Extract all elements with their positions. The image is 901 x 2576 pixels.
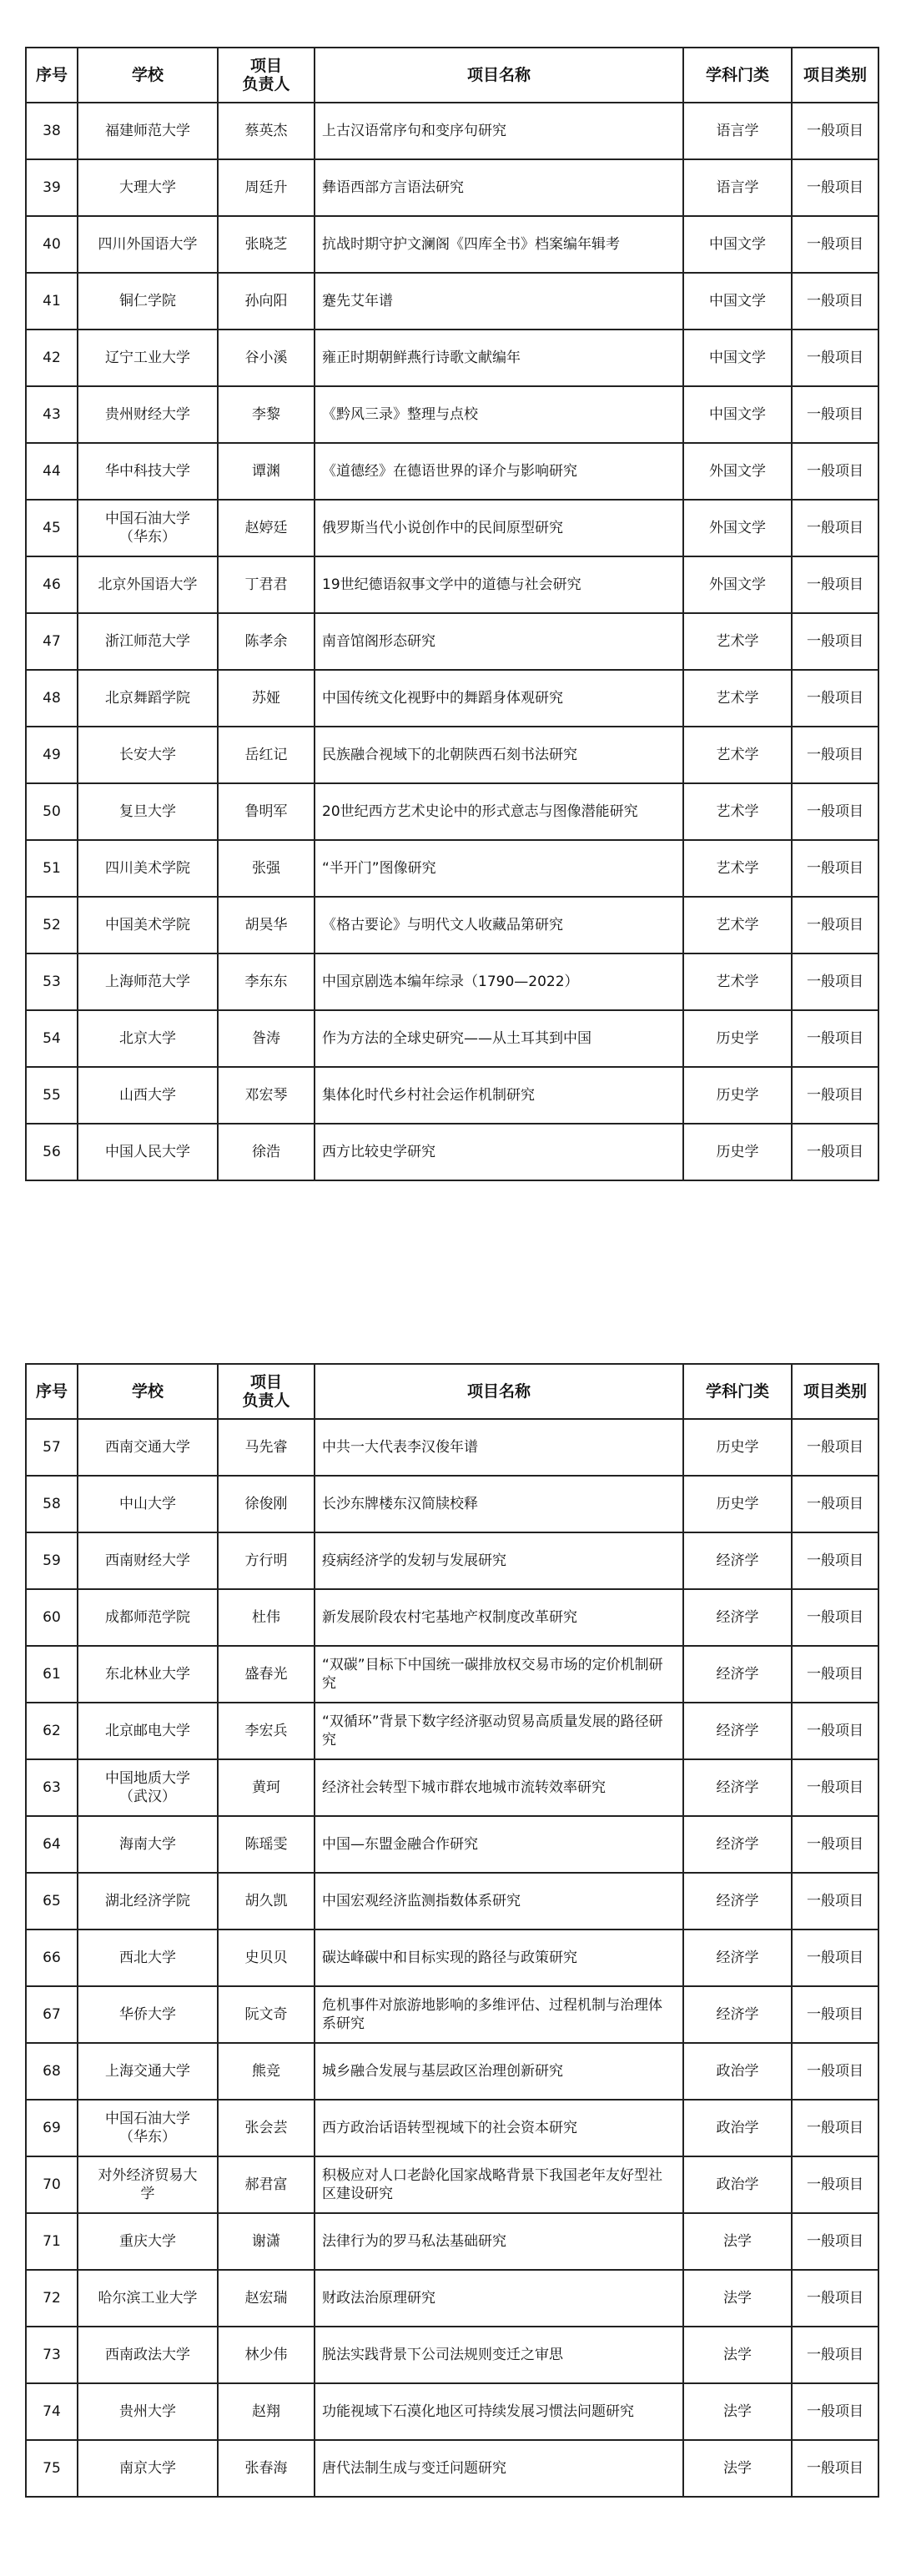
cell-no: 55 xyxy=(26,1067,78,1124)
cell-project-type: 一般项目 xyxy=(792,1124,878,1180)
cell-project-name: 积极应对人口老龄化国家战略背景下我国老年友好型社区建设研究 xyxy=(315,2156,683,2213)
cell-leader: 阮文奇 xyxy=(218,1986,315,2043)
header-school: 学校 xyxy=(78,1364,218,1419)
cell-school: 西南政法大学 xyxy=(78,2327,218,2383)
cell-discipline: 历史学 xyxy=(683,1476,792,1532)
cell-no: 69 xyxy=(26,2100,78,2156)
cell-school: 贵州财经大学 xyxy=(78,386,218,443)
cell-school: 哈尔滨工业大学 xyxy=(78,2270,218,2327)
cell-project-name: 《格古要论》与明代文人收藏品第研究 xyxy=(315,897,683,953)
table-row xyxy=(26,1589,878,1646)
cell-leader: 史贝贝 xyxy=(218,1929,315,1986)
cell-project-type: 一般项目 xyxy=(792,1986,878,2043)
cell-project-type: 一般项目 xyxy=(792,500,878,556)
cell-school: 北京大学 xyxy=(78,1010,218,1067)
cell-no: 45 xyxy=(26,500,78,556)
cell-project-name: 中共一大代表李汉俊年谱 xyxy=(315,1419,683,1476)
cell-no: 57 xyxy=(26,1419,78,1476)
cell-leader: 陈瑶雯 xyxy=(218,1816,315,1873)
cell-project-type: 一般项目 xyxy=(792,840,878,897)
cell-school: 华侨大学 xyxy=(78,1986,218,2043)
cell-leader: 杜伟 xyxy=(218,1589,315,1646)
cell-leader: 胡久凯 xyxy=(218,1873,315,1929)
table-row xyxy=(26,1646,878,1703)
cell-no: 75 xyxy=(26,2440,78,2497)
cell-no: 48 xyxy=(26,670,78,727)
cell-school: 北京外国语大学 xyxy=(78,556,218,613)
cell-school: 辽宁工业大学 xyxy=(78,330,218,386)
cell-no: 54 xyxy=(26,1010,78,1067)
cell-no: 74 xyxy=(26,2383,78,2440)
header-no: 序号 xyxy=(26,48,78,103)
cell-discipline: 经济学 xyxy=(683,1646,792,1703)
cell-school: 中国美术学院 xyxy=(78,897,218,953)
cell-project-name: 《道德经》在德语世界的译介与影响研究 xyxy=(315,443,683,500)
table-row xyxy=(26,2043,878,2100)
cell-discipline: 艺术学 xyxy=(683,840,792,897)
table-row xyxy=(26,953,878,1010)
cell-school: 华中科技大学 xyxy=(78,443,218,500)
header-school: 学校 xyxy=(78,48,218,103)
cell-school: 大理大学 xyxy=(78,159,218,216)
cell-project-type: 一般项目 xyxy=(792,1759,878,1816)
cell-no: 67 xyxy=(26,1986,78,2043)
cell-project-name: 集体化时代乡村社会运作机制研究 xyxy=(315,1067,683,1124)
cell-school: 中国人民大学 xyxy=(78,1124,218,1180)
header-discipline: 学科门类 xyxy=(683,1364,792,1419)
cell-no: 51 xyxy=(26,840,78,897)
table-body xyxy=(26,103,878,1180)
cell-discipline: 中国文学 xyxy=(683,273,792,330)
cell-project-name: 疫病经济学的发轫与发展研究 xyxy=(315,1532,683,1589)
header-discipline: 学科门类 xyxy=(683,48,792,103)
cell-no: 46 xyxy=(26,556,78,613)
cell-no: 56 xyxy=(26,1124,78,1180)
cell-project-type: 一般项目 xyxy=(792,1067,878,1124)
cell-project-type: 一般项目 xyxy=(792,216,878,273)
cell-project-type: 一般项目 xyxy=(792,1929,878,1986)
header-no: 序号 xyxy=(26,1364,78,1419)
cell-project-name: 作为方法的全球史研究——从土耳其到中国 xyxy=(315,1010,683,1067)
cell-project-name: 财政法治原理研究 xyxy=(315,2270,683,2327)
cell-leader: 孙向阳 xyxy=(218,273,315,330)
cell-project-type: 一般项目 xyxy=(792,1589,878,1646)
cell-project-name: 雍正时期朝鲜燕行诗歌文献编年 xyxy=(315,330,683,386)
cell-discipline: 法学 xyxy=(683,2270,792,2327)
cell-school: 西南财经大学 xyxy=(78,1532,218,1589)
cell-discipline: 艺术学 xyxy=(683,783,792,840)
cell-leader: 盛春光 xyxy=(218,1646,315,1703)
table-row xyxy=(26,1476,878,1532)
cell-leader: 方行明 xyxy=(218,1532,315,1589)
table-body xyxy=(26,1419,878,2497)
cell-discipline: 外国文学 xyxy=(683,556,792,613)
cell-project-type: 一般项目 xyxy=(792,556,878,613)
cell-discipline: 历史学 xyxy=(683,1010,792,1067)
cell-project-type: 一般项目 xyxy=(792,2327,878,2383)
cell-leader: 赵宏瑞 xyxy=(218,2270,315,2327)
cell-project-type: 一般项目 xyxy=(792,2383,878,2440)
document-page-1 xyxy=(0,0,901,1226)
cell-school: 山西大学 xyxy=(78,1067,218,1124)
cell-school: 贵州大学 xyxy=(78,2383,218,2440)
project-table xyxy=(25,47,879,1181)
cell-no: 47 xyxy=(26,613,78,670)
cell-project-name: 法律行为的罗马私法基础研究 xyxy=(315,2213,683,2270)
table-row xyxy=(26,2383,878,2440)
cell-discipline: 政治学 xyxy=(683,2100,792,2156)
cell-leader: 张春海 xyxy=(218,2440,315,2497)
cell-project-name: “半开门”图像研究 xyxy=(315,840,683,897)
cell-leader: 周廷升 xyxy=(218,159,315,216)
cell-project-name: 彝语西部方言语法研究 xyxy=(315,159,683,216)
cell-no: 44 xyxy=(26,443,78,500)
cell-discipline: 中国文学 xyxy=(683,216,792,273)
cell-discipline: 经济学 xyxy=(683,1873,792,1929)
cell-leader: 张强 xyxy=(218,840,315,897)
cell-leader: 张会芸 xyxy=(218,2100,315,2156)
table-row xyxy=(26,1929,878,1986)
cell-discipline: 艺术学 xyxy=(683,670,792,727)
cell-leader: 马先睿 xyxy=(218,1419,315,1476)
table-row xyxy=(26,2270,878,2327)
cell-leader: 陈孝余 xyxy=(218,613,315,670)
cell-discipline: 外国文学 xyxy=(683,500,792,556)
cell-project-type: 一般项目 xyxy=(792,330,878,386)
table-row xyxy=(26,1703,878,1759)
cell-project-type: 一般项目 xyxy=(792,953,878,1010)
cell-project-name: 脱法实践背景下公司法规则变迁之审思 xyxy=(315,2327,683,2383)
cell-school: 中国石油大学 （华东） xyxy=(78,2100,218,2156)
table-row xyxy=(26,1067,878,1124)
cell-project-type: 一般项目 xyxy=(792,1010,878,1067)
cell-project-type: 一般项目 xyxy=(792,2156,878,2213)
cell-leader: 郝君富 xyxy=(218,2156,315,2213)
cell-project-type: 一般项目 xyxy=(792,2213,878,2270)
cell-school: 成都师范学院 xyxy=(78,1589,218,1646)
table-row xyxy=(26,897,878,953)
cell-project-type: 一般项目 xyxy=(792,443,878,500)
cell-discipline: 经济学 xyxy=(683,1986,792,2043)
cell-project-name: 中国—东盟金融合作研究 xyxy=(315,1816,683,1873)
cell-no: 63 xyxy=(26,1759,78,1816)
cell-no: 60 xyxy=(26,1589,78,1646)
cell-project-type: 一般项目 xyxy=(792,2043,878,2100)
cell-leader: 黄珂 xyxy=(218,1759,315,1816)
cell-project-name: 20世纪西方艺术史论中的形式意志与图像潜能研究 xyxy=(315,783,683,840)
cell-project-name: 新发展阶段农村宅基地产权制度改革研究 xyxy=(315,1589,683,1646)
cell-discipline: 艺术学 xyxy=(683,727,792,783)
cell-no: 39 xyxy=(26,159,78,216)
cell-leader: 林少伟 xyxy=(218,2327,315,2383)
cell-leader: 鲁明军 xyxy=(218,783,315,840)
cell-project-name: 经济社会转型下城市群农地城市流转效率研究 xyxy=(315,1759,683,1816)
table-row xyxy=(26,443,878,500)
cell-project-name: 碳达峰碳中和目标实现的路径与政策研究 xyxy=(315,1929,683,1986)
cell-school: 西北大学 xyxy=(78,1929,218,1986)
cell-project-type: 一般项目 xyxy=(792,1873,878,1929)
cell-leader: 谷小溪 xyxy=(218,330,315,386)
cell-leader: 熊竞 xyxy=(218,2043,315,2100)
cell-school: 重庆大学 xyxy=(78,2213,218,2270)
cell-project-name: 西方比较史学研究 xyxy=(315,1124,683,1180)
cell-leader: 岳红记 xyxy=(218,727,315,783)
cell-no: 49 xyxy=(26,727,78,783)
cell-leader: 徐浩 xyxy=(218,1124,315,1180)
cell-project-type: 一般项目 xyxy=(792,897,878,953)
cell-project-name: 城乡融合发展与基层政区治理创新研究 xyxy=(315,2043,683,2100)
cell-leader: 苏娅 xyxy=(218,670,315,727)
cell-no: 71 xyxy=(26,2213,78,2270)
cell-leader: 谢潇 xyxy=(218,2213,315,2270)
cell-school: 海南大学 xyxy=(78,1816,218,1873)
cell-no: 53 xyxy=(26,953,78,1010)
cell-discipline: 历史学 xyxy=(683,1124,792,1180)
cell-project-type: 一般项目 xyxy=(792,727,878,783)
cell-project-type: 一般项目 xyxy=(792,1703,878,1759)
cell-leader: 邓宏琴 xyxy=(218,1067,315,1124)
cell-project-type: 一般项目 xyxy=(792,1532,878,1589)
cell-project-type: 一般项目 xyxy=(792,2440,878,2497)
cell-project-name: 中国京剧选本编年综录（1790—2022） xyxy=(315,953,683,1010)
cell-discipline: 法学 xyxy=(683,2440,792,2497)
cell-no: 73 xyxy=(26,2327,78,2383)
table-row xyxy=(26,613,878,670)
cell-discipline: 语言学 xyxy=(683,159,792,216)
cell-school: 四川外国语大学 xyxy=(78,216,218,273)
cell-project-name: 蹇先艾年谱 xyxy=(315,273,683,330)
cell-project-type: 一般项目 xyxy=(792,386,878,443)
cell-no: 40 xyxy=(26,216,78,273)
table-row xyxy=(26,783,878,840)
table-row xyxy=(26,103,878,159)
header-type: 项目类别 xyxy=(792,1364,878,1419)
cell-discipline: 语言学 xyxy=(683,103,792,159)
cell-project-name: 唐代法制生成与变迁问题研究 xyxy=(315,2440,683,2497)
cell-school: 对外经济贸易大 学 xyxy=(78,2156,218,2213)
table-row xyxy=(26,1873,878,1929)
table-row xyxy=(26,1816,878,1873)
table-row xyxy=(26,556,878,613)
header-leader: 项目 负责人 xyxy=(218,48,315,103)
table-row xyxy=(26,1532,878,1589)
table-row xyxy=(26,840,878,897)
header-title: 项目名称 xyxy=(315,1364,683,1419)
header-type: 项目类别 xyxy=(792,48,878,103)
cell-discipline: 经济学 xyxy=(683,1589,792,1646)
table-row xyxy=(26,2100,878,2156)
table-row xyxy=(26,273,878,330)
cell-project-name: 俄罗斯当代小说创作中的民间原型研究 xyxy=(315,500,683,556)
cell-project-name: 民族融合视域下的北朝陕西石刻书法研究 xyxy=(315,727,683,783)
cell-no: 41 xyxy=(26,273,78,330)
table-row xyxy=(26,1419,878,1476)
cell-project-name: “双循环”背景下数字经济驱动贸易高质量发展的路径研究 xyxy=(315,1703,683,1759)
cell-school: 湖北经济学院 xyxy=(78,1873,218,1929)
table-row xyxy=(26,1759,878,1816)
cell-leader: 李宏兵 xyxy=(218,1703,315,1759)
cell-discipline: 艺术学 xyxy=(683,897,792,953)
table-row xyxy=(26,670,878,727)
cell-project-name: 长沙东牌楼东汉简牍校释 xyxy=(315,1476,683,1532)
cell-no: 65 xyxy=(26,1873,78,1929)
cell-leader: 丁君君 xyxy=(218,556,315,613)
cell-discipline: 经济学 xyxy=(683,1929,792,1986)
cell-project-name: 《黔风三录》整理与点校 xyxy=(315,386,683,443)
cell-no: 68 xyxy=(26,2043,78,2100)
cell-project-name: 抗战时期守护文澜阁《四库全书》档案编年辑考 xyxy=(315,216,683,273)
cell-no: 61 xyxy=(26,1646,78,1703)
cell-project-name: 上古汉语常序句和变序句研究 xyxy=(315,103,683,159)
cell-leader: 赵婷廷 xyxy=(218,500,315,556)
table-row xyxy=(26,2327,878,2383)
table-row xyxy=(26,216,878,273)
document-page-2 xyxy=(0,1316,901,2576)
table-row xyxy=(26,1986,878,2043)
cell-school: 中山大学 xyxy=(78,1476,218,1532)
cell-project-name: 功能视域下石漠化地区可持续发展习惯法问题研究 xyxy=(315,2383,683,2440)
table-row xyxy=(26,159,878,216)
cell-project-type: 一般项目 xyxy=(792,670,878,727)
table-row xyxy=(26,386,878,443)
header-title: 项目名称 xyxy=(315,48,683,103)
cell-discipline: 外国文学 xyxy=(683,443,792,500)
cell-school: 南京大学 xyxy=(78,2440,218,2497)
cell-project-name: 中国传统文化视野中的舞蹈身体观研究 xyxy=(315,670,683,727)
cell-no: 43 xyxy=(26,386,78,443)
cell-no: 42 xyxy=(26,330,78,386)
table-row xyxy=(26,1010,878,1067)
cell-discipline: 中国文学 xyxy=(683,330,792,386)
cell-project-name: 中国宏观经济监测指数体系研究 xyxy=(315,1873,683,1929)
cell-no: 66 xyxy=(26,1929,78,1986)
cell-school: 浙江师范大学 xyxy=(78,613,218,670)
header-row xyxy=(26,48,878,103)
cell-school: 西南交通大学 xyxy=(78,1419,218,1476)
project-table xyxy=(25,1363,879,2498)
cell-no: 50 xyxy=(26,783,78,840)
cell-leader: 徐俊刚 xyxy=(218,1476,315,1532)
cell-no: 58 xyxy=(26,1476,78,1532)
cell-school: 上海交通大学 xyxy=(78,2043,218,2100)
cell-project-type: 一般项目 xyxy=(792,1646,878,1703)
cell-discipline: 经济学 xyxy=(683,1532,792,1589)
cell-project-type: 一般项目 xyxy=(792,273,878,330)
cell-discipline: 法学 xyxy=(683,2327,792,2383)
cell-project-type: 一般项目 xyxy=(792,2100,878,2156)
table-row xyxy=(26,1124,878,1180)
cell-leader: 李东东 xyxy=(218,953,315,1010)
cell-school: 福建师范大学 xyxy=(78,103,218,159)
page-gap xyxy=(0,1226,901,1316)
cell-project-type: 一般项目 xyxy=(792,159,878,216)
cell-leader: 赵翔 xyxy=(218,2383,315,2440)
cell-project-name: 南音馆阁形态研究 xyxy=(315,613,683,670)
cell-project-name: 19世纪德语叙事文学中的道德与社会研究 xyxy=(315,556,683,613)
cell-project-type: 一般项目 xyxy=(792,783,878,840)
cell-no: 38 xyxy=(26,103,78,159)
cell-project-type: 一般项目 xyxy=(792,1419,878,1476)
cell-no: 64 xyxy=(26,1816,78,1873)
table-row xyxy=(26,727,878,783)
cell-discipline: 艺术学 xyxy=(683,613,792,670)
cell-project-type: 一般项目 xyxy=(792,1476,878,1532)
cell-school: 四川美术学院 xyxy=(78,840,218,897)
cell-project-name: 西方政治话语转型视域下的社会资本研究 xyxy=(315,2100,683,2156)
cell-project-type: 一般项目 xyxy=(792,1816,878,1873)
cell-school: 复旦大学 xyxy=(78,783,218,840)
cell-school: 上海师范大学 xyxy=(78,953,218,1010)
header-row xyxy=(26,1364,878,1419)
cell-project-type: 一般项目 xyxy=(792,2270,878,2327)
cell-no: 62 xyxy=(26,1703,78,1759)
cell-project-type: 一般项目 xyxy=(792,103,878,159)
cell-leader: 蔡英杰 xyxy=(218,103,315,159)
cell-leader: 昝涛 xyxy=(218,1010,315,1067)
cell-discipline: 法学 xyxy=(683,2213,792,2270)
cell-project-name: “双碳”目标下中国统一碳排放权交易市场的定价机制研究 xyxy=(315,1646,683,1703)
table-row xyxy=(26,2213,878,2270)
cell-school: 北京舞蹈学院 xyxy=(78,670,218,727)
cell-no: 59 xyxy=(26,1532,78,1589)
cell-school: 铜仁学院 xyxy=(78,273,218,330)
cell-school: 北京邮电大学 xyxy=(78,1703,218,1759)
cell-no: 70 xyxy=(26,2156,78,2213)
table-row xyxy=(26,2156,878,2213)
table-row xyxy=(26,500,878,556)
cell-school: 东北林业大学 xyxy=(78,1646,218,1703)
cell-school: 中国石油大学 （华东） xyxy=(78,500,218,556)
table-row xyxy=(26,330,878,386)
cell-discipline: 法学 xyxy=(683,2383,792,2440)
cell-discipline: 历史学 xyxy=(683,1419,792,1476)
cell-discipline: 经济学 xyxy=(683,1703,792,1759)
cell-discipline: 历史学 xyxy=(683,1067,792,1124)
cell-discipline: 经济学 xyxy=(683,1759,792,1816)
cell-no: 52 xyxy=(26,897,78,953)
cell-leader: 李黎 xyxy=(218,386,315,443)
cell-no: 72 xyxy=(26,2270,78,2327)
cell-school: 长安大学 xyxy=(78,727,218,783)
header-leader: 项目 负责人 xyxy=(218,1364,315,1419)
cell-school: 中国地质大学 （武汉） xyxy=(78,1759,218,1816)
cell-discipline: 经济学 xyxy=(683,1816,792,1873)
cell-leader: 胡昊华 xyxy=(218,897,315,953)
cell-discipline: 艺术学 xyxy=(683,953,792,1010)
cell-discipline: 政治学 xyxy=(683,2156,792,2213)
cell-leader: 张晓芝 xyxy=(218,216,315,273)
cell-project-name: 危机事件对旅游地影响的多维评估、过程机制与治理体系研究 xyxy=(315,1986,683,2043)
table-row xyxy=(26,2440,878,2497)
cell-project-type: 一般项目 xyxy=(792,613,878,670)
cell-discipline: 中国文学 xyxy=(683,386,792,443)
cell-discipline: 政治学 xyxy=(683,2043,792,2100)
cell-leader: 谭渊 xyxy=(218,443,315,500)
